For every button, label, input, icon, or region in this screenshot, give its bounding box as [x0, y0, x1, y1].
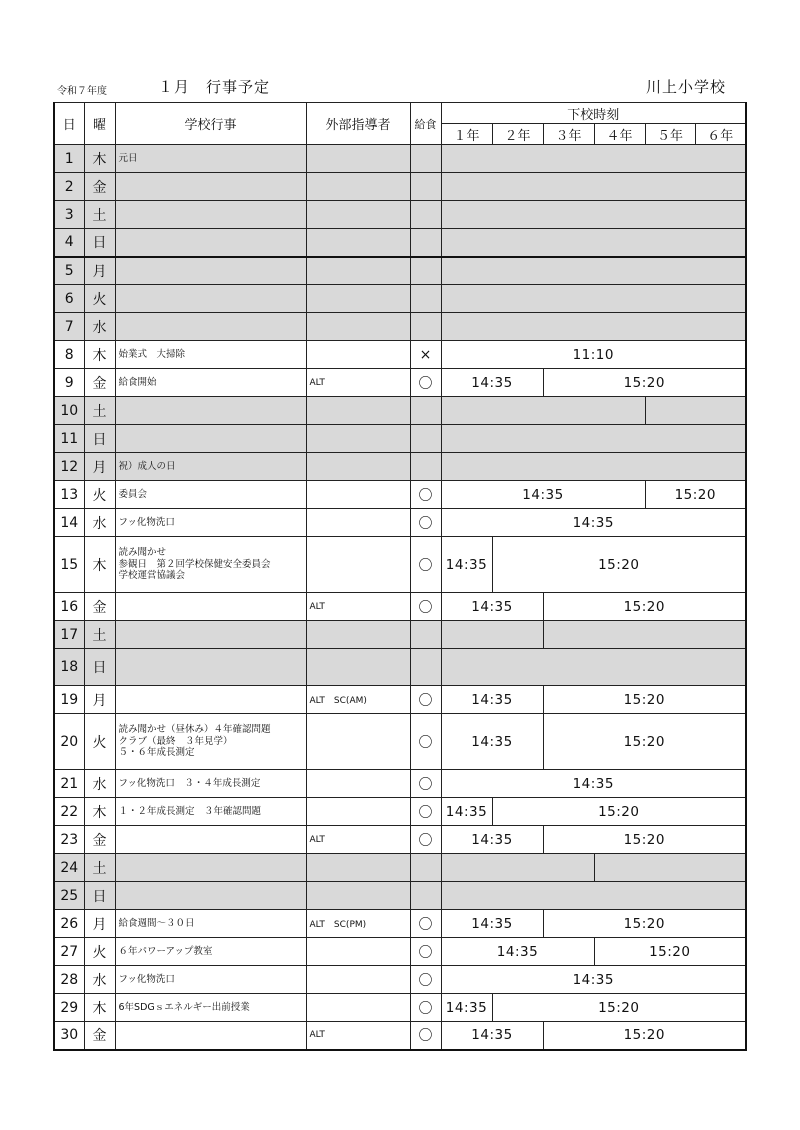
external-instructor-cell: [306, 257, 410, 285]
table-row: [54, 593, 746, 621]
meal-cell: [410, 425, 441, 453]
external-instructor-cell: [306, 854, 410, 882]
meal-cell: [410, 257, 441, 285]
meal-cell: [410, 854, 441, 882]
table-row: [54, 369, 746, 397]
event-line: 祝）成人の日: [118, 460, 176, 472]
weekday-cell: 木: [84, 798, 115, 826]
weekday-cell: 金: [84, 1022, 115, 1050]
dismissal-time-cell: [441, 313, 746, 341]
event-cell: [115, 509, 306, 537]
external-instructor-cell: [306, 994, 410, 1022]
dismissal-time-cell: 15:20: [543, 686, 746, 714]
external-instructor-cell: [306, 966, 410, 994]
weekday-cell: 土: [84, 201, 115, 229]
dismissal-time-cell: [441, 397, 645, 425]
weekday-cell: 水: [84, 770, 115, 798]
event-cell: [115, 1022, 306, 1050]
dismissal-time-cell: [441, 854, 594, 882]
table-row: [54, 882, 746, 910]
table-row: [54, 313, 746, 341]
day-cell: 26: [54, 910, 84, 938]
day-cell: 20: [54, 714, 84, 770]
weekday-cell: 日: [84, 229, 115, 257]
col-header-grade-4: ４年: [594, 124, 645, 145]
col-header-grade-2: ２年: [492, 124, 543, 145]
event-cell: [115, 593, 306, 621]
col-header-grade-6: ６年: [695, 124, 746, 145]
meal-cell: [410, 145, 441, 173]
day-cell: 11: [54, 425, 84, 453]
dismissal-time-cell: 15:20: [543, 826, 746, 854]
day-cell: 22: [54, 798, 84, 826]
meal-cell: [410, 229, 441, 257]
event-cell: [115, 686, 306, 714]
event-cell: [115, 798, 306, 826]
fiscal-year-label: 令和７年度: [57, 86, 107, 97]
meal-cell: 〇: [410, 369, 441, 397]
event-cell: [115, 229, 306, 257]
meal-cell: [410, 882, 441, 910]
weekday-cell: 火: [84, 714, 115, 770]
dismissal-time-cell: [441, 257, 746, 285]
col-header-dismissal: 下校時刻: [441, 103, 746, 124]
external-instructor-cell: [306, 537, 410, 593]
meal-cell: 〇: [410, 938, 441, 966]
weekday-cell: 金: [84, 173, 115, 201]
day-cell: 2: [54, 173, 84, 201]
day-cell: 21: [54, 770, 84, 798]
event-line: 学校運営協議会: [118, 570, 186, 582]
day-cell: 14: [54, 509, 84, 537]
event-line: 読み聞かせ（昼休み）４年確認問題: [118, 723, 271, 735]
dismissal-time-cell: 15:20: [492, 537, 746, 593]
external-instructor-cell: ALT: [306, 593, 410, 621]
meal-cell: 〇: [410, 910, 441, 938]
day-cell: 15: [54, 537, 84, 593]
dismissal-time-cell: 15:20: [543, 593, 746, 621]
weekday-cell: 木: [84, 994, 115, 1022]
event-line: １・２年成長測定 ３年確認問題: [118, 805, 262, 817]
event-line: 始業式 大掃除: [118, 348, 186, 360]
weekday-cell: 月: [84, 257, 115, 285]
dismissal-time-cell: [441, 425, 746, 453]
meal-cell: 〇: [410, 1022, 441, 1050]
external-instructor-cell: ALT: [306, 369, 410, 397]
dismissal-time-cell: 14:35: [441, 826, 543, 854]
table-row: [54, 966, 746, 994]
weekday-cell: 日: [84, 425, 115, 453]
dismissal-time-cell: 15:20: [645, 481, 746, 509]
dismissal-time-cell: [441, 173, 746, 201]
day-cell: 3: [54, 201, 84, 229]
day-cell: 19: [54, 686, 84, 714]
event-cell: [115, 854, 306, 882]
dismissal-time-cell: 14:35: [441, 369, 543, 397]
event-line: 元日: [118, 152, 138, 164]
event-line: 給食週間～３０日: [118, 917, 195, 929]
table-row: [54, 397, 746, 425]
dismissal-time-cell: 15:20: [543, 910, 746, 938]
dismissal-time-cell: 14:35: [441, 1022, 543, 1050]
dismissal-time-cell: 15:20: [492, 798, 746, 826]
event-cell: [115, 257, 306, 285]
table-row: [54, 173, 746, 201]
table-row: [54, 798, 746, 826]
external-instructor-cell: [306, 145, 410, 173]
external-instructor-cell: [306, 714, 410, 770]
weekday-cell: 日: [84, 882, 115, 910]
dismissal-time-cell: 14:35: [441, 910, 543, 938]
col-header-day: 日: [54, 103, 84, 145]
day-cell: 17: [54, 621, 84, 649]
dismissal-time-cell: 14:35: [441, 770, 746, 798]
event-line: クラブ（最終 ３年見学）: [118, 735, 233, 747]
event-cell: [115, 910, 306, 938]
external-instructor-cell: [306, 229, 410, 257]
weekday-cell: 水: [84, 313, 115, 341]
event-cell: [115, 966, 306, 994]
external-instructor-cell: [306, 509, 410, 537]
table-row: [54, 145, 746, 173]
day-cell: 24: [54, 854, 84, 882]
event-line: フッ化物洗口: [118, 973, 175, 985]
event-cell: [115, 173, 306, 201]
weekday-cell: 水: [84, 966, 115, 994]
table-row: [54, 257, 746, 285]
external-instructor-cell: ALT: [306, 1022, 410, 1050]
day-cell: 9: [54, 369, 84, 397]
dismissal-time-cell: [441, 145, 746, 173]
table-row: [54, 537, 746, 593]
event-cell: [115, 714, 306, 770]
day-cell: 12: [54, 453, 84, 481]
event-cell: [115, 313, 306, 341]
col-header-event: 学校行事: [115, 103, 306, 145]
event-cell: [115, 285, 306, 313]
day-cell: 8: [54, 341, 84, 369]
external-instructor-cell: [306, 285, 410, 313]
meal-cell: [410, 173, 441, 201]
table-row: [54, 686, 746, 714]
weekday-cell: 火: [84, 285, 115, 313]
event-cell: [115, 341, 306, 369]
dismissal-time-cell: 15:20: [543, 714, 746, 770]
event-cell: [115, 621, 306, 649]
dismissal-time-cell: 14:35: [441, 481, 645, 509]
event-cell: [115, 537, 306, 593]
day-cell: 1: [54, 145, 84, 173]
meal-cell: 〇: [410, 798, 441, 826]
table-row: [54, 621, 746, 649]
external-instructor-cell: [306, 621, 410, 649]
weekday-cell: 土: [84, 621, 115, 649]
external-instructor-cell: [306, 798, 410, 826]
dismissal-time-cell: 14:35: [441, 509, 746, 537]
event-cell: [115, 369, 306, 397]
external-instructor-cell: [306, 201, 410, 229]
dismissal-time-cell: 15:20: [492, 994, 746, 1022]
event-line: 委員会: [118, 488, 148, 500]
meal-cell: 〇: [410, 481, 441, 509]
event-line: ６年パワーアップ教室: [118, 945, 213, 957]
meal-cell: 〇: [410, 966, 441, 994]
day-cell: 16: [54, 593, 84, 621]
table-row: [54, 425, 746, 453]
meal-cell: [410, 285, 441, 313]
meal-cell: 〇: [410, 770, 441, 798]
dismissal-time-cell: 14:35: [441, 966, 746, 994]
dismissal-time-cell: [441, 453, 746, 481]
col-header-grade-1: １年: [441, 124, 492, 145]
event-cell: [115, 425, 306, 453]
weekday-cell: 月: [84, 686, 115, 714]
table-row: [54, 714, 746, 770]
dismissal-time-cell: [594, 854, 746, 882]
event-cell: [115, 770, 306, 798]
event-line: フッ化物洗口 ３・４年成長測定: [118, 777, 261, 789]
event-cell: [115, 826, 306, 854]
dismissal-time-cell: [441, 621, 543, 649]
school-name: 川上小学校: [645, 78, 726, 96]
table-row: [54, 1022, 746, 1050]
meal-cell: [410, 453, 441, 481]
dismissal-time-cell: [441, 285, 746, 313]
weekday-cell: 金: [84, 369, 115, 397]
external-instructor-cell: [306, 938, 410, 966]
external-instructor-cell: [306, 453, 410, 481]
col-header-grade-5: ５年: [645, 124, 695, 145]
weekday-cell: 火: [84, 938, 115, 966]
dismissal-time-cell: 14:35: [441, 994, 492, 1022]
dismissal-time-cell: [441, 201, 746, 229]
weekday-cell: 日: [84, 649, 115, 686]
table-row: [54, 509, 746, 537]
external-instructor-cell: [306, 649, 410, 686]
meal-cell: [410, 201, 441, 229]
table-row: [54, 341, 746, 369]
table-row: [54, 649, 746, 686]
dismissal-time-cell: 15:20: [543, 369, 746, 397]
table-row: [54, 285, 746, 313]
event-line: 読み聞かせ: [118, 546, 167, 558]
dismissal-time-cell: 14:35: [441, 714, 543, 770]
event-cell: [115, 145, 306, 173]
event-cell: [115, 397, 306, 425]
dismissal-time-cell: 14:35: [441, 537, 492, 593]
col-header-external: 外部指導者: [306, 103, 410, 145]
table-row: [54, 453, 746, 481]
event-line: 給食開始: [118, 376, 157, 388]
weekday-cell: 火: [84, 481, 115, 509]
day-cell: 7: [54, 313, 84, 341]
meal-cell: ×: [410, 341, 441, 369]
weekday-cell: 土: [84, 397, 115, 425]
weekday-cell: 木: [84, 145, 115, 173]
meal-cell: 〇: [410, 826, 441, 854]
table-row: [54, 229, 746, 257]
meal-cell: [410, 397, 441, 425]
weekday-cell: 木: [84, 537, 115, 593]
external-instructor-cell: [306, 481, 410, 509]
weekday-cell: 土: [84, 854, 115, 882]
table-row: [54, 910, 746, 938]
dismissal-time-cell: 11:10: [441, 341, 746, 369]
external-instructor-cell: [306, 397, 410, 425]
table-row: [54, 938, 746, 966]
external-instructor-cell: ALT: [306, 826, 410, 854]
weekday-cell: 木: [84, 341, 115, 369]
dismissal-time-cell: 14:35: [441, 798, 492, 826]
dismissal-time-cell: 14:35: [441, 938, 594, 966]
external-instructor-cell: [306, 882, 410, 910]
dismissal-time-cell: [441, 229, 746, 257]
day-cell: 27: [54, 938, 84, 966]
event-line: 6年SDGｓエネルギー出前授業: [118, 1001, 250, 1013]
meal-cell: 〇: [410, 593, 441, 621]
dismissal-time-cell: 14:35: [441, 686, 543, 714]
event-cell: [115, 994, 306, 1022]
meal-cell: [410, 621, 441, 649]
col-header-meal: 給食: [410, 103, 441, 145]
external-instructor-cell: [306, 770, 410, 798]
day-cell: 30: [54, 1022, 84, 1050]
schedule-table: [53, 102, 747, 1051]
schedule-body: [54, 145, 746, 1050]
event-line: フッ化物洗口: [118, 516, 175, 528]
weekday-cell: 金: [84, 826, 115, 854]
dismissal-time-cell: [645, 397, 746, 425]
event-line: 参観日 第２回学校保健安全委員会: [118, 558, 271, 570]
day-cell: 4: [54, 229, 84, 257]
external-instructor-cell: [306, 173, 410, 201]
col-header-dow: 曜: [84, 103, 115, 145]
dismissal-time-cell: 15:20: [594, 938, 746, 966]
event-cell: [115, 201, 306, 229]
day-cell: 25: [54, 882, 84, 910]
table-row: [54, 481, 746, 509]
dismissal-time-cell: [441, 649, 746, 686]
meal-cell: 〇: [410, 994, 441, 1022]
dismissal-time-cell: 14:35: [441, 593, 543, 621]
day-cell: 23: [54, 826, 84, 854]
meal-cell: 〇: [410, 509, 441, 537]
meal-cell: [410, 649, 441, 686]
day-cell: 5: [54, 257, 84, 285]
weekday-cell: 月: [84, 910, 115, 938]
table-row: [54, 826, 746, 854]
meal-cell: 〇: [410, 686, 441, 714]
event-cell: [115, 882, 306, 910]
day-cell: 18: [54, 649, 84, 686]
weekday-cell: 水: [84, 509, 115, 537]
event-cell: [115, 649, 306, 686]
table-row: [54, 854, 746, 882]
external-instructor-cell: [306, 425, 410, 453]
meal-cell: 〇: [410, 537, 441, 593]
event-cell: [115, 453, 306, 481]
meal-cell: [410, 313, 441, 341]
table-row: [54, 770, 746, 798]
table-row: [54, 994, 746, 1022]
day-cell: 10: [54, 397, 84, 425]
day-cell: 29: [54, 994, 84, 1022]
weekday-cell: 金: [84, 593, 115, 621]
weekday-cell: 月: [84, 453, 115, 481]
meal-cell: 〇: [410, 714, 441, 770]
col-header-grade-3: ３年: [543, 124, 594, 145]
external-instructor-cell: ALT SC(PM): [306, 910, 410, 938]
event-cell: [115, 481, 306, 509]
day-cell: 28: [54, 966, 84, 994]
event-cell: [115, 938, 306, 966]
external-instructor-cell: [306, 313, 410, 341]
day-cell: 6: [54, 285, 84, 313]
dismissal-time-cell: [441, 882, 746, 910]
dismissal-time-cell: [543, 621, 746, 649]
dismissal-time-cell: 15:20: [543, 1022, 746, 1050]
day-cell: 13: [54, 481, 84, 509]
page-title: １月 行事予定: [158, 78, 271, 96]
external-instructor-cell: ALT SC(AM): [306, 686, 410, 714]
table-row: [54, 201, 746, 229]
event-line: ５・６年成長測定: [118, 747, 195, 759]
external-instructor-cell: [306, 341, 410, 369]
